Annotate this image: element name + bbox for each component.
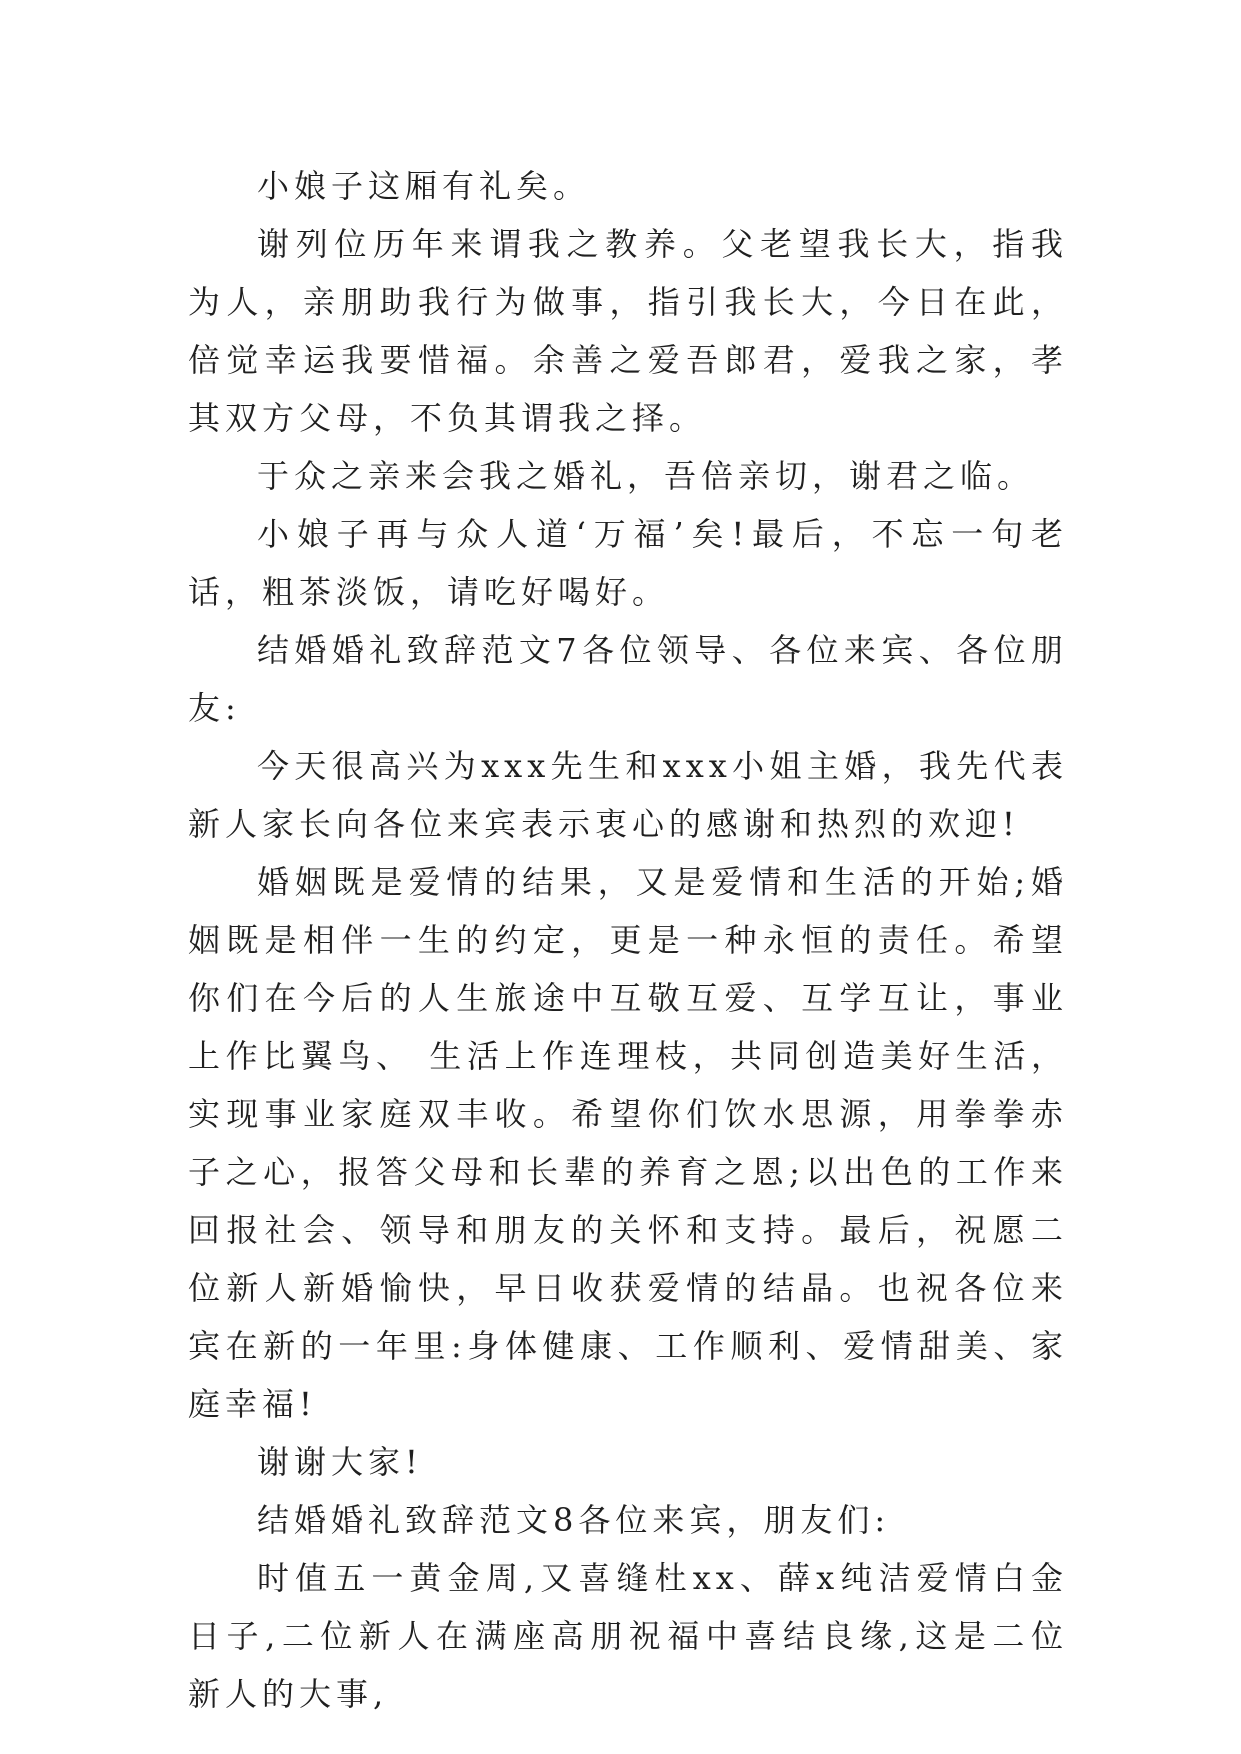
document-body (188, 157, 1068, 1723)
paragraph-2: 谢列位历年来谓我之教养。父老望我长大，指我为人，亲朋助我行为做事，指引我长大，今日在此，倍觉幸运我要惜福。余善之爱吾郎君，爱我之家，孝其双方父母，不负其谓我之择。 (188, 225, 1068, 437)
paragraph-6: 今天很高兴为xxx先生和xxx小姐主婚，我先代表新人家长向各位来宾表示衷心的感谢和热烈的欢迎! (188, 747, 1068, 843)
paragraph-9: 结婚婚礼致辞范文8各位来宾，朋友们: (257, 1501, 891, 1539)
paragraph-10: 时值五一黄金周,又喜缝杜xx、薛x纯洁爱情白金日子,二位新人在满座高朋祝福中喜结良缘,这是二位新人的大事, (188, 1559, 1068, 1713)
paragraph-1: 小娘子这厢有礼矣。 (257, 167, 591, 205)
paragraph-5: 结婚婚礼致辞范文7各位领导、各位来宾、各位朋友: (188, 631, 1068, 727)
paragraph-8: 谢谢大家! (257, 1443, 423, 1481)
paragraph-4: 小娘子再与众人道‘万福’矣!最后，不忘一句老话，粗茶淡饭，请吃好喝好。 (188, 515, 1068, 611)
paragraph-3: 于众之亲来会我之婚礼，吾倍亲切，谢君之临。 (257, 457, 1035, 495)
paragraph-7: 婚姻既是爱情的结果，又是爱情和生活的开始;婚姻既是相伴一生的约定，更是一种永恒的责任。希望你们在今后的人生旅途中互敬互爱、互学互让，事业上作比翼鸟、 生活上作连理枝，共同创造美好生活，实现事业家庭双丰收。希望你们饮水思源，用拳拳赤子之心，报答父母和长辈的养育之恩;以出色的工作来回报社会、领导和朋友的关怀和支持。最后，祝愿二位新人新婚愉快，早日收获爱情的结晶。也祝各位来宾在新的一年里:身体健康、工作顺利、爱情甜美、家庭幸福! (188, 863, 1068, 1423)
